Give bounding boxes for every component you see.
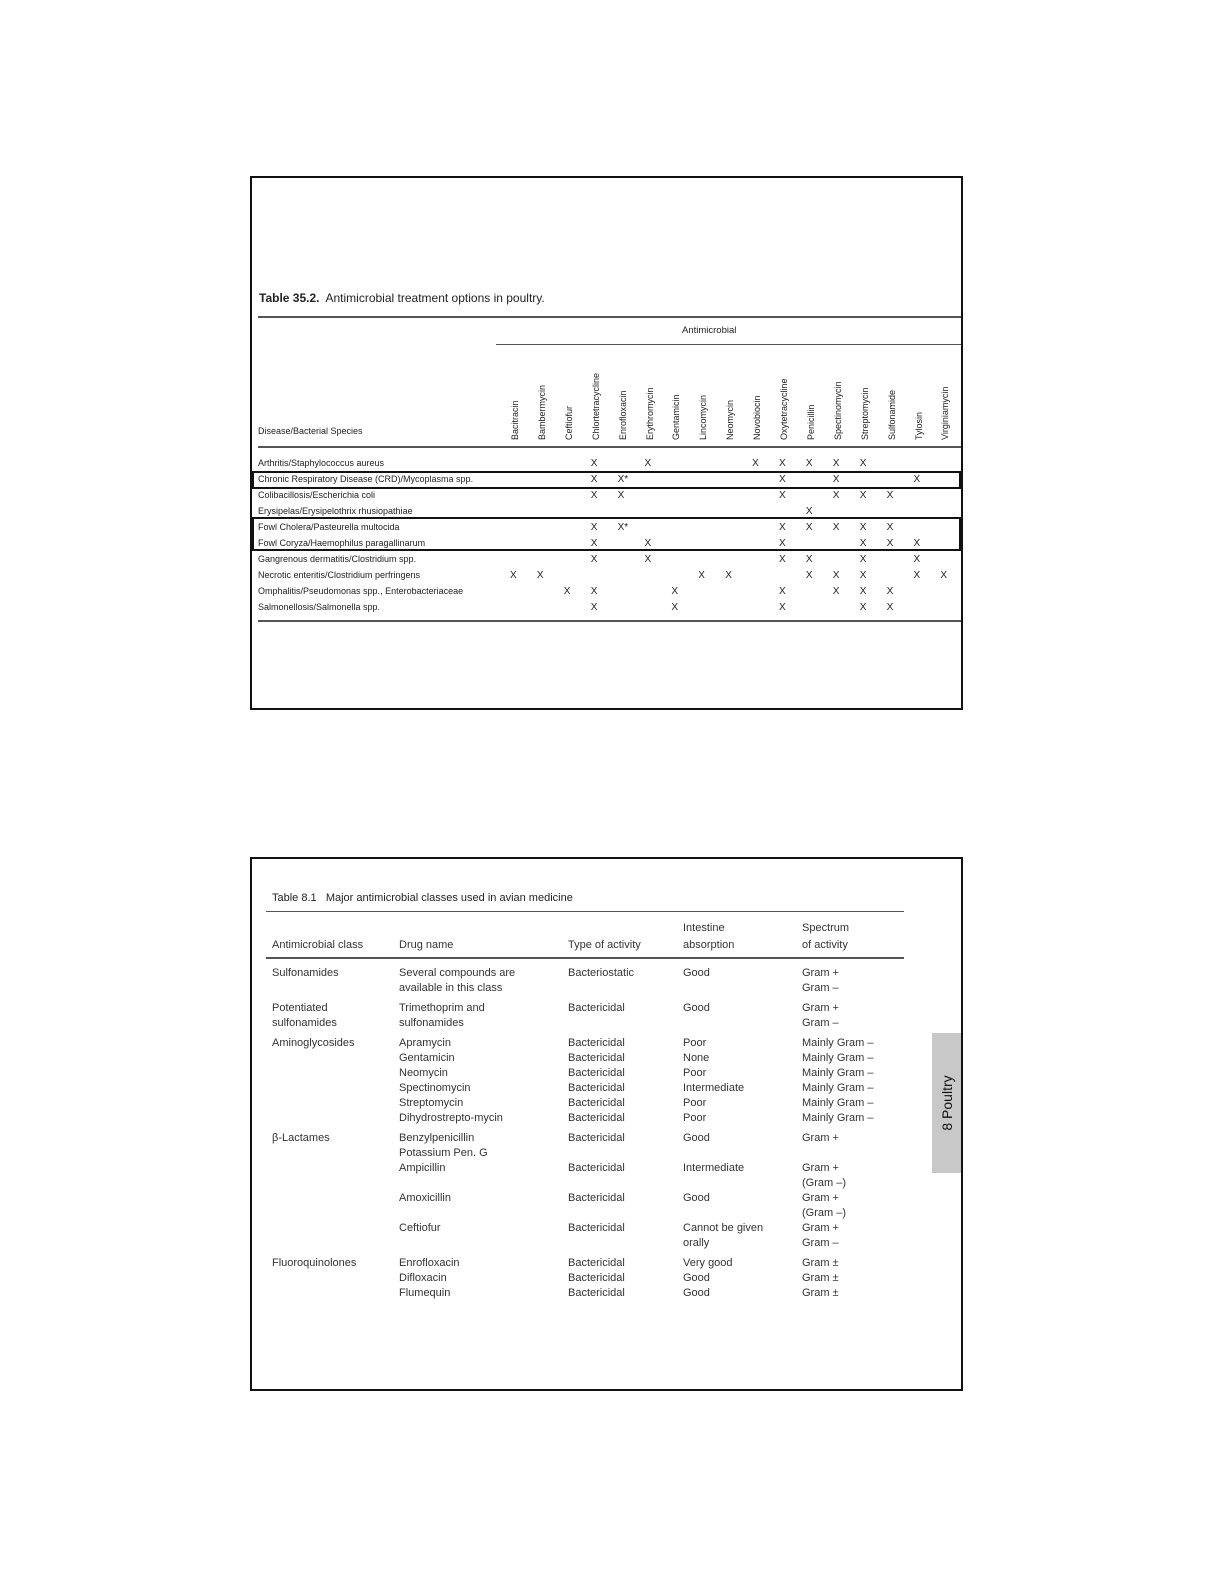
class-cell [272,1286,399,1301]
treatment-mark: X [886,522,894,533]
treatment-mark: X [805,522,813,533]
row-label: Chronic Respiratory Disease (CRD)/Mycoplasma spp. [258,474,474,484]
absorption-cell: Good [683,1132,710,1144]
treatment-mark: X [779,458,786,469]
treatment-mark: X [779,602,786,613]
chapter-tab-label: 8 Poultry [938,1075,955,1131]
spectrum-cell: Gram + (Gram –) [802,1192,846,1219]
drug-cell: Neomycin [399,1067,448,1079]
treatment-mark: X [913,570,921,581]
column-header: Lincomycin [698,394,709,440]
class-cell [272,1066,399,1081]
class-cell [272,1221,399,1251]
treatment-mark: X [886,586,894,597]
treatment-mark: X [590,474,598,485]
spectrum-cell: Gram ± [802,1272,839,1284]
absorption-cell: Good [683,1192,710,1204]
drug-cell: Difloxacin [399,1272,447,1284]
treatment-mark: X [617,490,625,501]
drug-cell: Several compounds are available in this class [399,967,516,994]
activity-cell: Bactericidal [568,1112,625,1124]
activity-cell: Bactericidal [568,1162,625,1174]
activity-cell: Bactericidal [568,1002,625,1014]
treatment-mark: X [779,538,786,549]
drug-cell: Dihydrostrepto-mycin [399,1112,503,1124]
column-header: Streptomycin [859,387,870,440]
drug-cell: Gentamicin [399,1052,455,1064]
class-cell: β-Lactames [272,1132,330,1144]
treatment-mark: X [590,554,598,565]
treatment-mark: X [779,522,786,533]
column-header: Oxytetracycline [779,378,789,440]
treatment-mark: X [590,490,598,501]
treatment-mark: X [779,474,786,485]
absorption-cell: Intermediate [683,1162,745,1174]
slide-table-35-2 [250,176,963,710]
activity-cell: Bactericidal [568,1052,625,1064]
table-row [272,1051,912,1066]
drug-cell: Streptomycin [399,1097,464,1109]
activity-cell: Bactericidal [568,1192,625,1204]
column-header: Spectinomycin [832,381,843,440]
class-group [272,966,912,996]
drug-cell: Amoxicillin [399,1192,451,1204]
row-label: Colibacillosis/Escherichia coli [258,490,376,500]
spectrum-cell: Gram + (Gram –) [802,1162,846,1189]
class-cell [272,1096,399,1111]
rule-header [258,446,961,448]
treatment-mark: X [805,458,813,469]
spectrum-cell: Mainly Gram – [802,1037,874,1049]
absorption-cell: Poor [683,1037,707,1049]
activity-cell: Bactericidal [568,1037,625,1049]
treatment-mark: X [859,458,867,469]
treatment-mark: X [832,474,840,485]
slide-table-8-1 [250,857,963,1391]
column-header: Ceftiofur [563,405,574,440]
class-cell: Potentiated sulfonamides [272,1002,337,1029]
spectrum-cell: Mainly Gram – [802,1112,874,1124]
treatment-mark: X [644,458,652,469]
drug-cell: Benzylpenicillin Potassium Pen. G [399,1132,488,1159]
absorption-cell: Poor [683,1097,707,1109]
treatment-mark: X [832,458,840,469]
spectrum-cell: Gram + Gram – [802,1222,839,1249]
spectrum-cell: Mainly Gram – [802,1067,874,1079]
absorption-cell: None [683,1052,710,1064]
treatment-mark: X [832,490,840,501]
treatment-mark: X [590,458,598,469]
class-cell [272,1161,399,1191]
treatment-mark: X [805,554,813,565]
table-row [272,1161,912,1191]
drug-cell: Apramycin [399,1037,451,1049]
column-header: Neomycin [725,399,736,440]
table-row [272,1096,912,1111]
treatment-mark: X [886,490,894,501]
table-row [272,1191,912,1221]
treatment-mark: X [563,586,571,597]
spectrum-cell: Gram + [802,1132,839,1144]
treatment-mark: X [510,570,517,581]
treatment-mark: X [590,602,598,613]
spectrum-cell: Gram ± [802,1257,839,1269]
header-drug: Drug name [399,939,454,951]
row-label: Fowl Coryza/Haemophilus paragallinarum [258,538,426,548]
treatment-mark: X* [617,474,629,485]
treatment-mark: X [886,602,894,613]
table-caption: Table 35.2. Antimicrobial treatment options in poultry. [259,291,545,305]
absorption-cell: Good [683,1287,710,1299]
absorption-cell: Good [683,967,710,979]
treatment-mark: X [859,538,867,549]
treatment-mark: X [859,570,867,581]
treatment-mark: X [913,554,921,565]
treatment-mark: X [644,538,652,549]
absorption-cell: Good [683,1272,710,1284]
treatment-mark: X [752,458,759,469]
absorption-cell: Intermediate [683,1082,745,1094]
absorption-cell: Poor [683,1067,707,1079]
table-row [272,1256,912,1271]
treatment-mark: X [590,522,598,533]
activity-cell: Bactericidal [568,1287,625,1299]
column-header: Erythromycin [644,387,655,440]
column-header: Sulfonamide [886,389,897,440]
highlight-box-fowl [252,517,961,551]
activity-cell: Bactericidal [568,1097,625,1109]
treatment-mark: X [590,538,598,549]
activity-cell: Bactericidal [568,1067,625,1079]
activity-cell: Bactericidal [568,1272,625,1284]
treatment-mark: X [779,586,786,597]
treatment-mark: X [913,538,921,549]
column-header: Tylosin [913,411,924,440]
column-header: Novobiocin [752,395,763,440]
rule-top [266,911,904,912]
drug-cell: Trimethoprim and sulfonamides [399,1002,485,1029]
absorption-cell: Poor [683,1112,707,1124]
row-label: Gangrenous dermatitis/Clostridium spp. [258,554,417,564]
header-spectrum: Spectrum of activity [802,922,850,951]
class-cell [272,1271,399,1286]
treatment-mark: X [805,570,813,581]
spectrum-cell: Gram ± [802,1287,839,1299]
drug-cell: Spectinomycin [399,1082,471,1094]
row-header: Disease/Bacterial Species [258,426,363,436]
table-row [272,966,912,996]
table-row [272,1221,912,1251]
column-header: Penicillin [805,404,816,440]
table-row [272,1066,912,1081]
class-cell: Fluoroquinolones [272,1257,357,1269]
row-label: Erysipelas/Erysipelothrix rhusiopathiae [258,506,413,516]
column-header: Enrofloxacin [617,390,628,440]
spectrum-cell: Gram + Gram – [802,967,839,994]
table-caption: Table 8.1 Major antimicrobial classes used in avian medicine [272,892,573,904]
treatment-mark: X [859,602,867,613]
header-absorption: Intestine absorption [683,922,735,951]
treatment-mark: X [859,490,867,501]
table-row [272,1081,912,1096]
treatment-mark: X [832,586,840,597]
treatment-mark: X [671,586,679,597]
rule-super [496,344,961,345]
activity-cell: Bactericidal [568,1082,625,1094]
table-body [272,966,912,1301]
treatment-mark: X [832,570,840,581]
spectrum-cell: Mainly Gram – [802,1052,874,1064]
activity-cell: Bacteriostatic [568,967,635,979]
table-row [272,1111,912,1126]
class-group [272,1256,912,1301]
class-cell [272,1051,399,1066]
absorption-cell: Cannot be given orally [683,1222,764,1249]
treatment-mark: X [590,586,598,597]
treatment-mark: X [805,506,813,517]
drug-cell: Flumequin [399,1287,451,1299]
treatment-mark: X [886,538,894,549]
activity-cell: Bactericidal [568,1257,625,1269]
treatment-mark: X [859,554,867,565]
class-group [272,1001,912,1031]
class-group [272,1131,912,1251]
spectrum-cell: Mainly Gram – [802,1082,874,1094]
header-activity: Type of activity [568,939,641,951]
class-cell [272,1081,399,1096]
treatment-mark: X [913,474,921,485]
drug-cell: Enrofloxacin [399,1257,460,1269]
header-class: Antimicrobial class [272,939,364,951]
treatment-mark: X [859,586,867,597]
column-header: Virginiamycin [940,386,951,440]
treatment-mark: X [859,522,867,533]
rule-bottom [258,620,961,622]
absorption-cell: Very good [683,1257,733,1269]
spectrum-cell: Gram + Gram – [802,1002,839,1029]
row-label: Fowl Cholera/Pasteurella multocida [258,522,400,532]
treatment-mark: X [644,554,652,565]
class-group [272,1036,912,1126]
rule-top [258,316,961,318]
absorption-cell: Good [683,1002,710,1014]
treatment-mark: X [779,490,786,501]
class-cell [272,1191,399,1221]
row-label: Omphalitis/Pseudomonas spp., Enterobacteriaceae [258,586,464,596]
treatment-mark: X [940,570,948,581]
class-cell: Aminoglycosides [272,1037,355,1049]
table-row [272,1036,912,1051]
treatment-mark: X [725,570,732,581]
column-header: Chlortetracycline [590,372,601,440]
treatment-mark: X [698,570,705,581]
row-label: Salmonellosis/Salmonella spp. [258,602,381,612]
class-cell: Sulfonamides [272,967,339,979]
activity-cell: Bactericidal [568,1222,625,1234]
treatment-mark: X [536,570,544,581]
treatment-mark: X [671,602,679,613]
column-header: Bacitracin [510,400,520,440]
treatment-mark: X [779,554,786,565]
chapter-tab[interactable] [932,1033,961,1173]
drug-cell: Ampicillin [399,1162,446,1174]
column-header: Bambermycin [536,384,547,440]
spectrum-cell: Mainly Gram – [802,1097,874,1109]
treatment-mark: X* [617,522,629,533]
column-header: Gentamicin [671,394,682,440]
row-label: Necrotic enteritis/Clostridium perfringens [258,570,421,580]
row-label: Arthritis/Staphylococcus aureus [258,458,385,468]
rule-header [266,957,904,959]
table-row [272,1271,912,1286]
activity-cell: Bactericidal [568,1132,625,1144]
super-header: Antimicrobial [682,325,737,336]
drug-cell: Ceftiofur [399,1222,441,1234]
treatment-mark: X [832,522,840,533]
class-cell [272,1111,399,1126]
highlight-box-crd [252,471,961,489]
table-row [272,1131,912,1161]
table-row [272,1286,912,1301]
table-row [272,1001,912,1031]
